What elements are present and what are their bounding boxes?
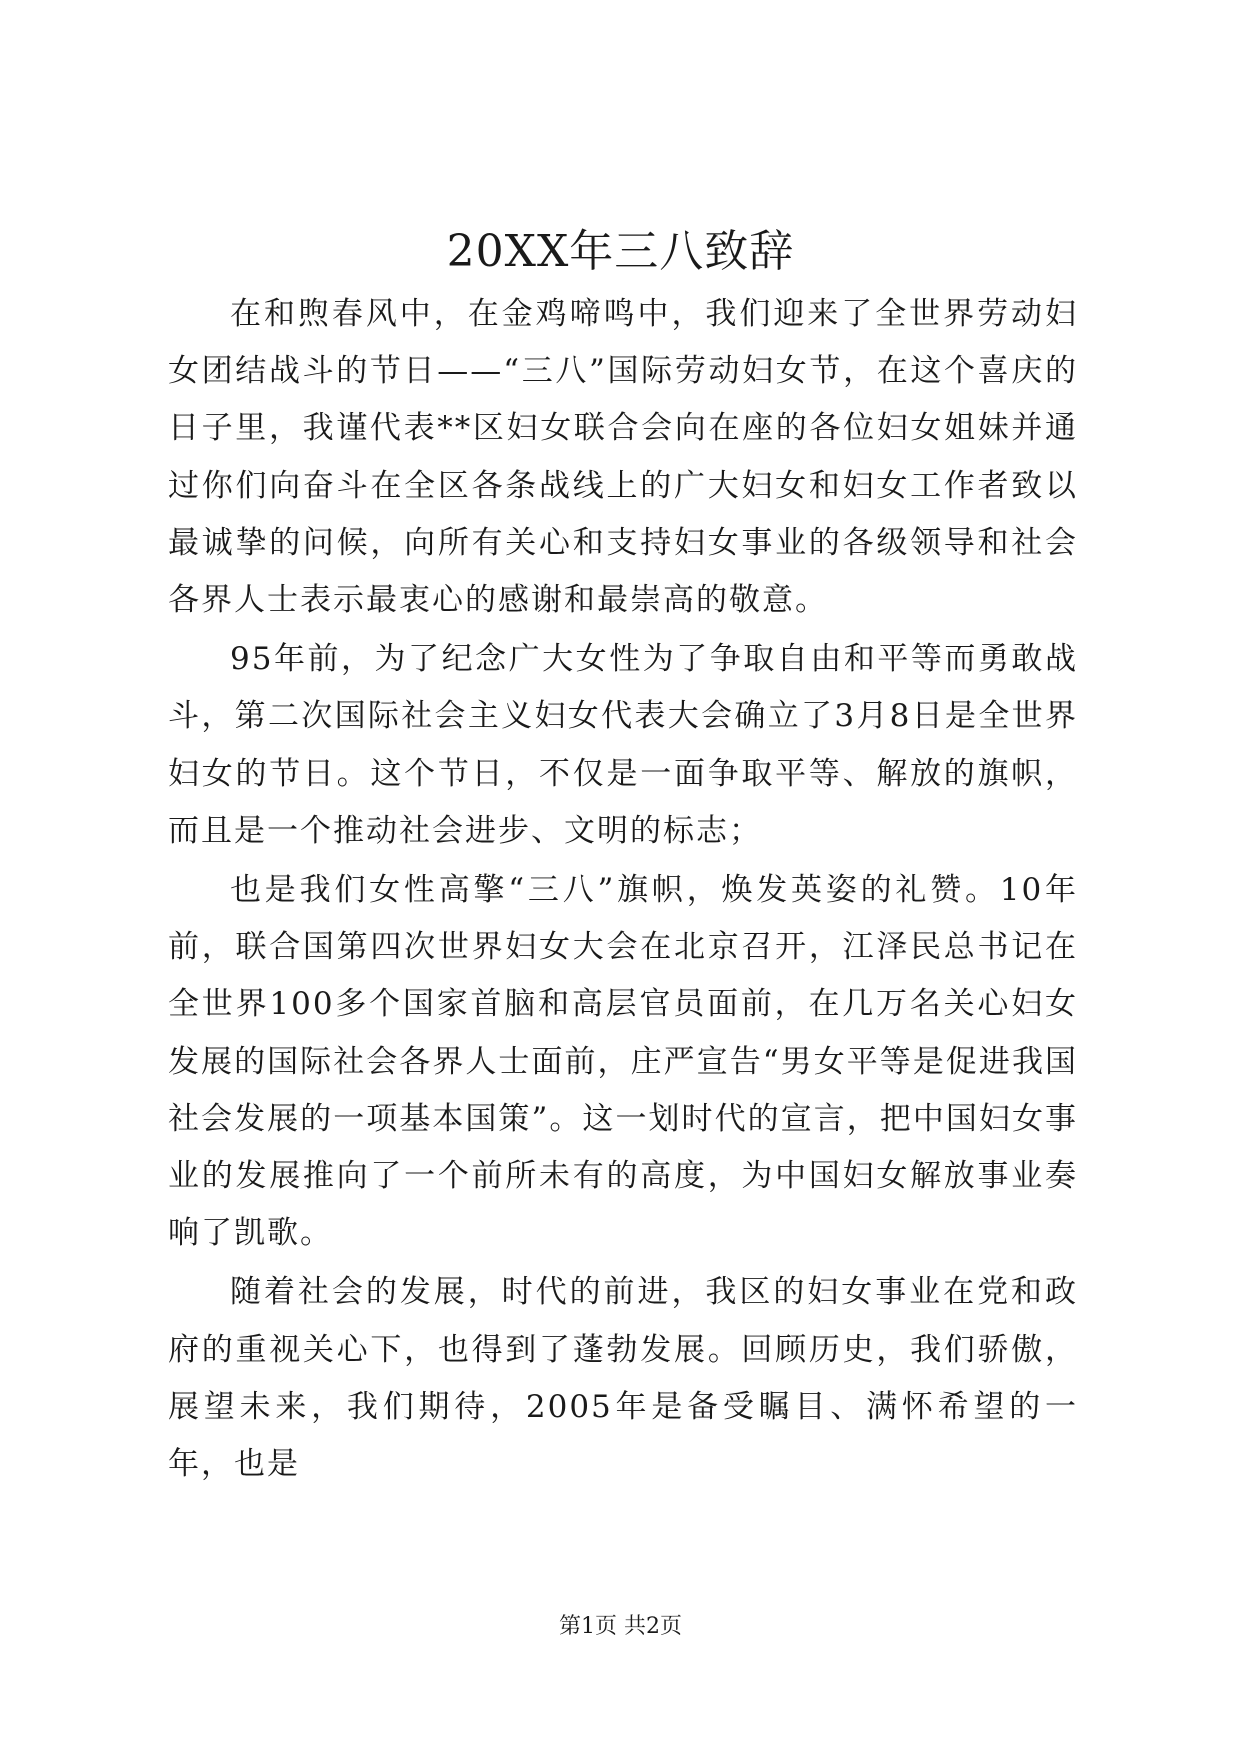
page-footer: 第1页 共2页 <box>559 1614 682 1639</box>
paragraph-1: 在和煦春风中，在金鸡啼鸣中，我们迎来了全世界劳动妇女团结战斗的节日——“三八”国际劳动妇女节，在这个喜庆的日子里，我谨代表**区妇女联合会向在座的各位妇女姐妹并通过你们向奋斗在全区各条战线上的广大妇女和妇女工作者致以最诚挚的问候，向所有关心和支持妇女事业的各级领导和社会各界人士表示最衷心的感谢和最崇高的敬意。 <box>168 296 1078 619</box>
document-body <box>168 286 1078 1495</box>
paragraph-3: 也是我们女性高擎“三八”旗帜，焕发英姿的礼赞。10年前，联合国第四次世界妇女大会在北京召开，江泽民总书记在全世界100多个国家首脑和高层官员面前，在几万名关心妇女发展的国际社会各界人士面前，庄严宣告“男女平等是促进我国社会发展的一项基本国策”。这一划时代的宣言，把中国妇女事业的发展推向了一个前所未有的高度，为中国妇女解放事业奏响了凯歌。 <box>168 872 1078 1252</box>
page-title: 20XX年三八致辞 <box>446 226 795 277</box>
paragraph-4: 随着社会的发展，时代的前进，我区的妇女事业在党和政府的重视关心下，也得到了蓬勃发展。回顾历史，我们骄傲，展望未来，我们期待，2005年是备受瞩目、满怀希望的一年，也是 <box>168 1274 1078 1483</box>
paragraph-2: 95年前，为了纪念广大女性为了争取自由和平等而勇敢战斗，第二次国际社会主义妇女代表大会确立了3月8日是全世界妇女的节日。这个节日，不仅是一面争取平等、解放的旗帜，而且是一个推动社会进步、文明的标志； <box>168 641 1078 849</box>
